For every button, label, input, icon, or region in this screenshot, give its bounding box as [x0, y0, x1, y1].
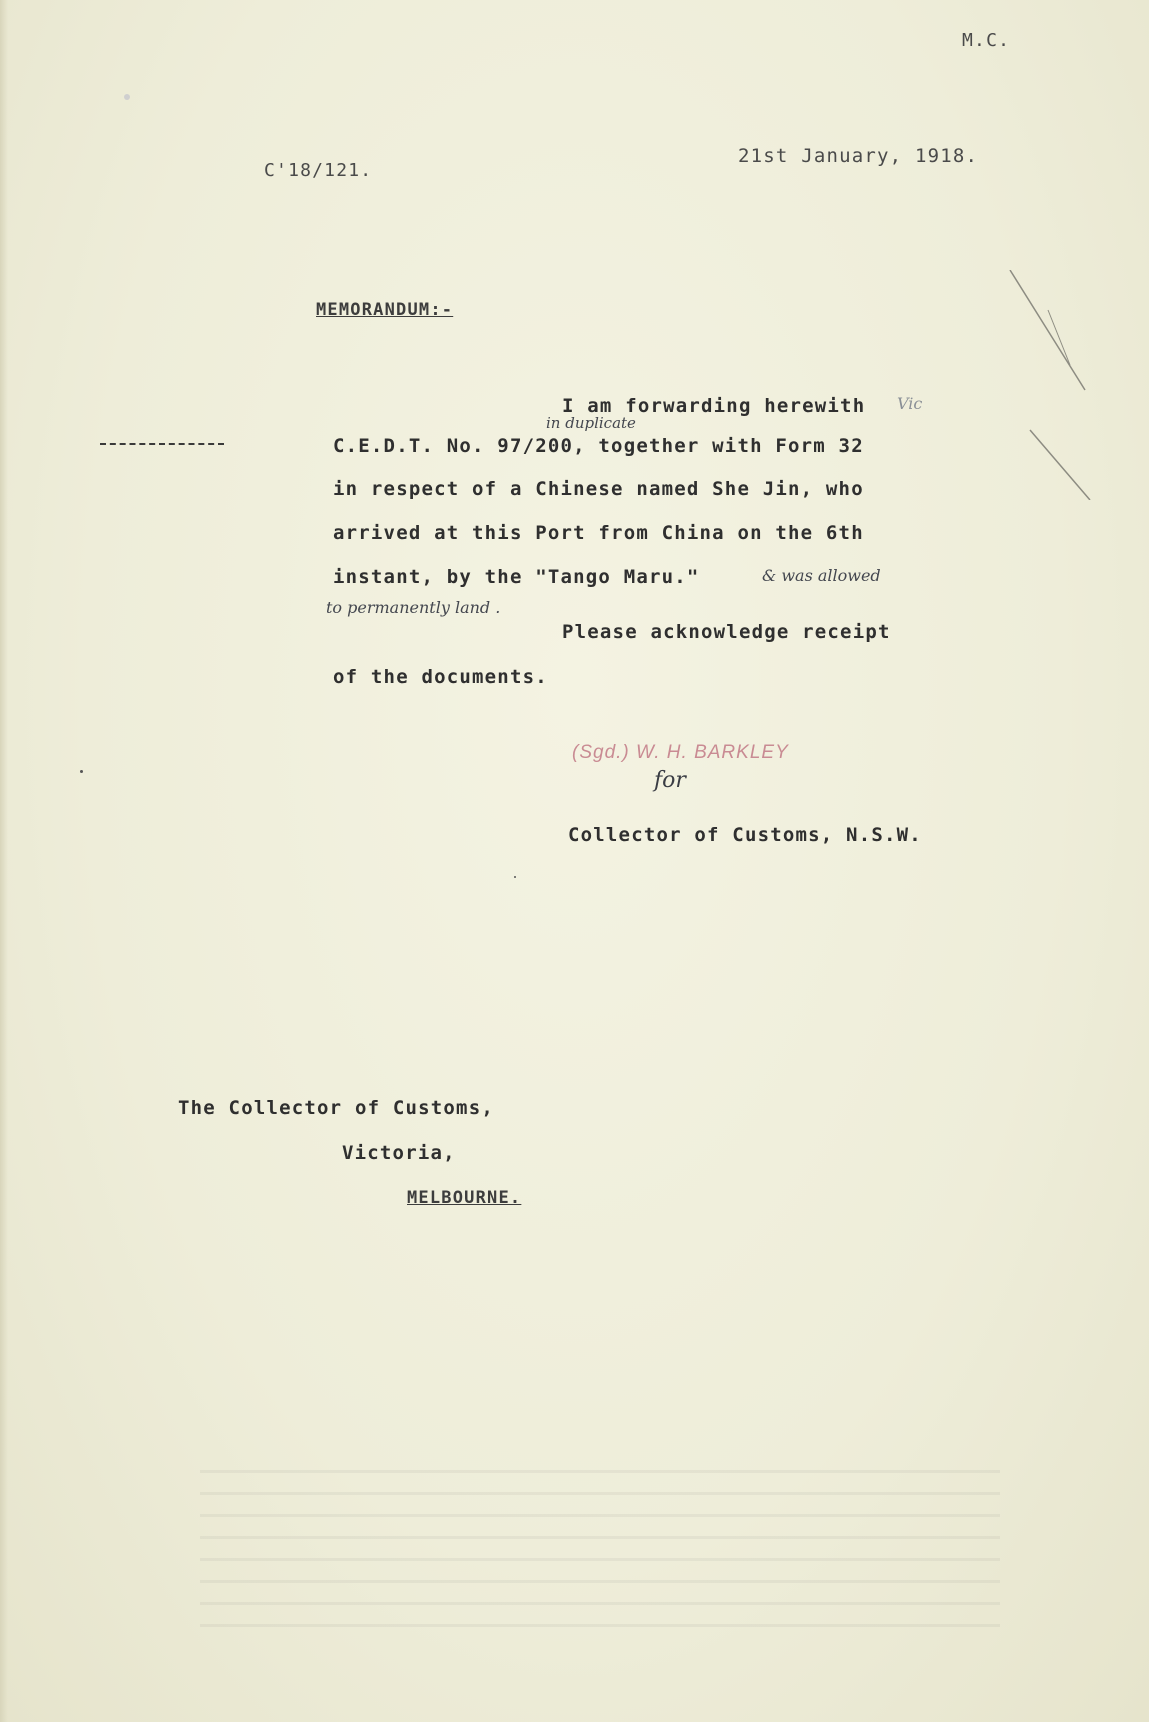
body-line-1: I am forwarding herewith — [562, 395, 866, 417]
handwritten-vic: Vic — [897, 394, 923, 413]
handwritten-was-allowed: & was allowed — [762, 566, 881, 585]
margin-dash-line — [100, 443, 224, 445]
paper-scratch-marks — [1000, 270, 1100, 500]
paper-speck — [80, 770, 83, 773]
body-line-5: instant, by the "Tango Maru." — [333, 566, 700, 588]
signatory-title: Collector of Customs, N.S.W. — [568, 824, 922, 846]
reference-number: C'18/121. — [264, 160, 373, 181]
office-mark: M.C. — [962, 30, 1011, 51]
paper-edge — [0, 0, 8, 1722]
paper-speck — [124, 94, 130, 100]
handwritten-permanently-land: to permanently land . — [326, 598, 501, 617]
body-line-2: C.E.D.T. No. 97/200, together with Form 32 — [333, 435, 864, 457]
paper-speck — [514, 876, 516, 878]
memorandum-heading: MEMORANDUM:- — [316, 300, 454, 320]
signature-initials: for — [654, 768, 686, 793]
body-line-4: arrived at this Port from China on the 6th — [333, 522, 864, 544]
body-line-7: of the documents. — [333, 666, 548, 688]
signature-stamp: (Sgd.) W. H. BARKLEY — [572, 742, 789, 763]
addressee-city: MELBOURNE. — [407, 1188, 522, 1208]
body-line-6: Please acknowledge receipt — [562, 621, 891, 643]
reverse-side-bleed — [200, 1470, 1000, 1630]
addressee-line-2: Victoria, — [342, 1142, 456, 1164]
body-line-3: in respect of a Chinese named She Jin, who — [333, 478, 864, 500]
letter-date: 21st January, 1918. — [738, 145, 979, 167]
addressee-line-1: The Collector of Customs, — [178, 1097, 494, 1119]
handwritten-in-duplicate: in duplicate — [546, 414, 636, 432]
